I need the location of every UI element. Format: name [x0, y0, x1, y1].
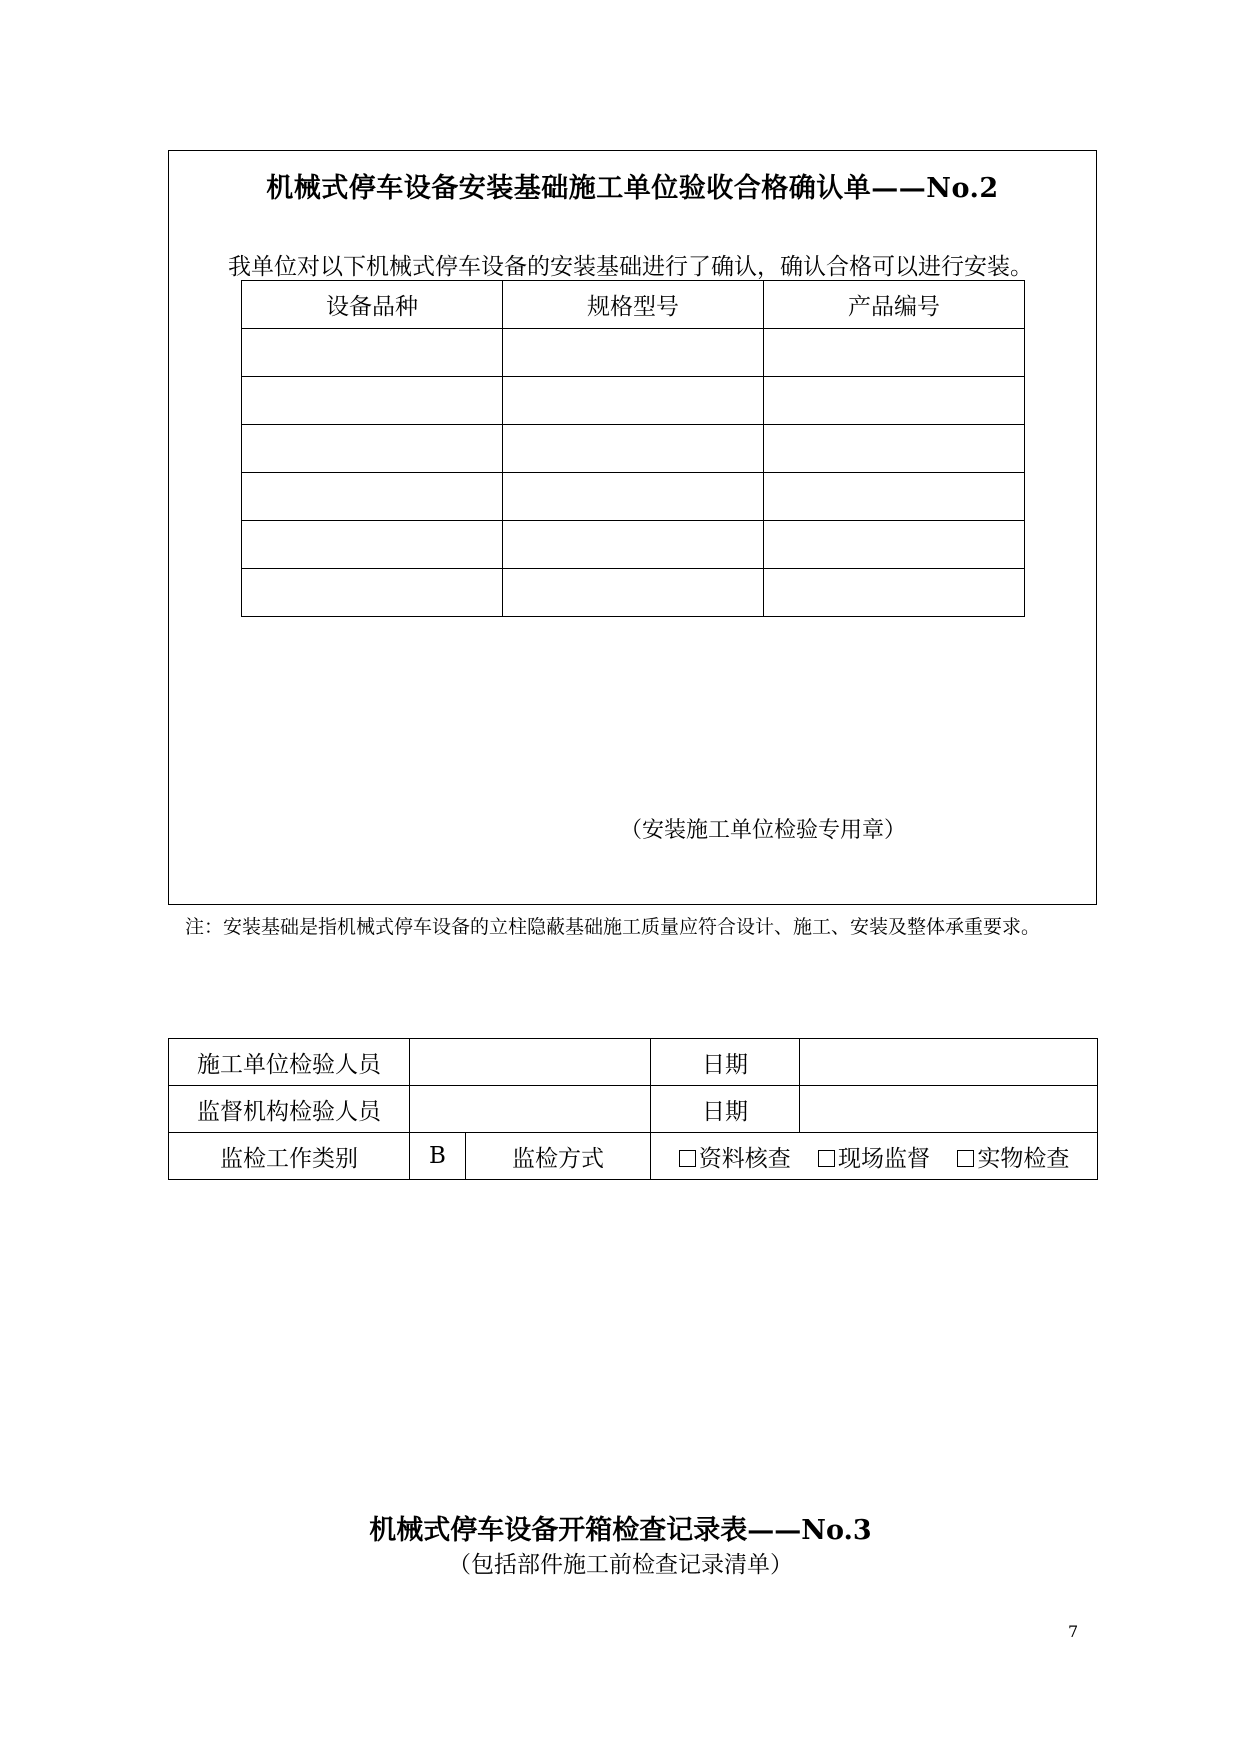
option-onsite-supervision: 现场监督 [838, 1145, 930, 1172]
option-physical-inspection: 实物检查 [977, 1145, 1070, 1172]
table-cell[interactable] [503, 569, 764, 617]
option-document-review: 资料核查 [698, 1145, 791, 1172]
date-label: 日期 [651, 1039, 800, 1086]
supervisor-inspector-label: 监督机构检验人员 [169, 1086, 410, 1133]
table-cell[interactable] [764, 473, 1025, 521]
category-value: B [410, 1133, 466, 1180]
table-cell[interactable] [764, 329, 1025, 377]
form3-title: 机械式停车设备开箱检查记录表——No.3 [369, 1515, 872, 1546]
table-row [242, 521, 1025, 569]
inspection-sign-table [168, 1038, 1098, 1180]
table-header-row [242, 281, 1025, 329]
equipment-table [241, 280, 1025, 617]
method-options [651, 1133, 1098, 1180]
table-cell[interactable] [242, 329, 503, 377]
table-row [242, 377, 1025, 425]
table-cell[interactable] [764, 425, 1025, 473]
table-cell[interactable] [503, 521, 764, 569]
seal-label: （安装施工单位检验专用章） [620, 818, 907, 843]
method-label: 监检方式 [466, 1133, 651, 1180]
checkbox-physical-inspection[interactable] [957, 1150, 974, 1167]
page-number: 7 [1068, 1622, 1079, 1641]
form2-intro: 我单位对以下机械式停车设备的安装基础进行了确认，确认合格可以进行安装。 [228, 254, 1033, 280]
table-cell[interactable] [764, 521, 1025, 569]
table-cell[interactable] [503, 329, 764, 377]
supervisor-inspector-field[interactable] [410, 1086, 651, 1133]
table-cell[interactable] [242, 425, 503, 473]
table-cell[interactable] [503, 473, 764, 521]
table-row [169, 1039, 1098, 1086]
checkbox-onsite-supervision[interactable] [818, 1150, 835, 1167]
table-row [169, 1133, 1098, 1180]
table-cell[interactable] [764, 569, 1025, 617]
constructor-inspector-field[interactable] [410, 1039, 651, 1086]
table-cell[interactable] [242, 569, 503, 617]
table-cell[interactable] [242, 377, 503, 425]
form2-title: 机械式停车设备安装基础施工单位验收合格确认单——No.2 [266, 173, 999, 204]
constructor-inspector-label: 施工单位检验人员 [169, 1039, 410, 1086]
table-cell[interactable] [242, 473, 503, 521]
footnote: 注：安装基础是指机械式停车设备的立柱隐蔽基础施工质量应符合设计、施工、安装及整体承重要求。 [185, 916, 1041, 938]
supervisor-date-field[interactable] [800, 1086, 1098, 1133]
table-row [169, 1086, 1098, 1133]
category-label: 监检工作类别 [169, 1133, 410, 1180]
table-cell[interactable] [764, 377, 1025, 425]
checkbox-document-review[interactable] [679, 1150, 696, 1167]
header-equipment-type: 设备品种 [242, 281, 503, 329]
table-row [242, 569, 1025, 617]
table-row [242, 425, 1025, 473]
table-cell[interactable] [503, 377, 764, 425]
table-row [242, 473, 1025, 521]
table-cell[interactable] [242, 521, 503, 569]
date-label: 日期 [651, 1086, 800, 1133]
table-row [242, 329, 1025, 377]
form3-subtitle: （包括部件施工前检查记录清单） [448, 1552, 793, 1578]
header-model-spec: 规格型号 [503, 281, 764, 329]
constructor-date-field[interactable] [800, 1039, 1098, 1086]
table-cell[interactable] [503, 425, 764, 473]
header-product-number: 产品编号 [764, 281, 1025, 329]
